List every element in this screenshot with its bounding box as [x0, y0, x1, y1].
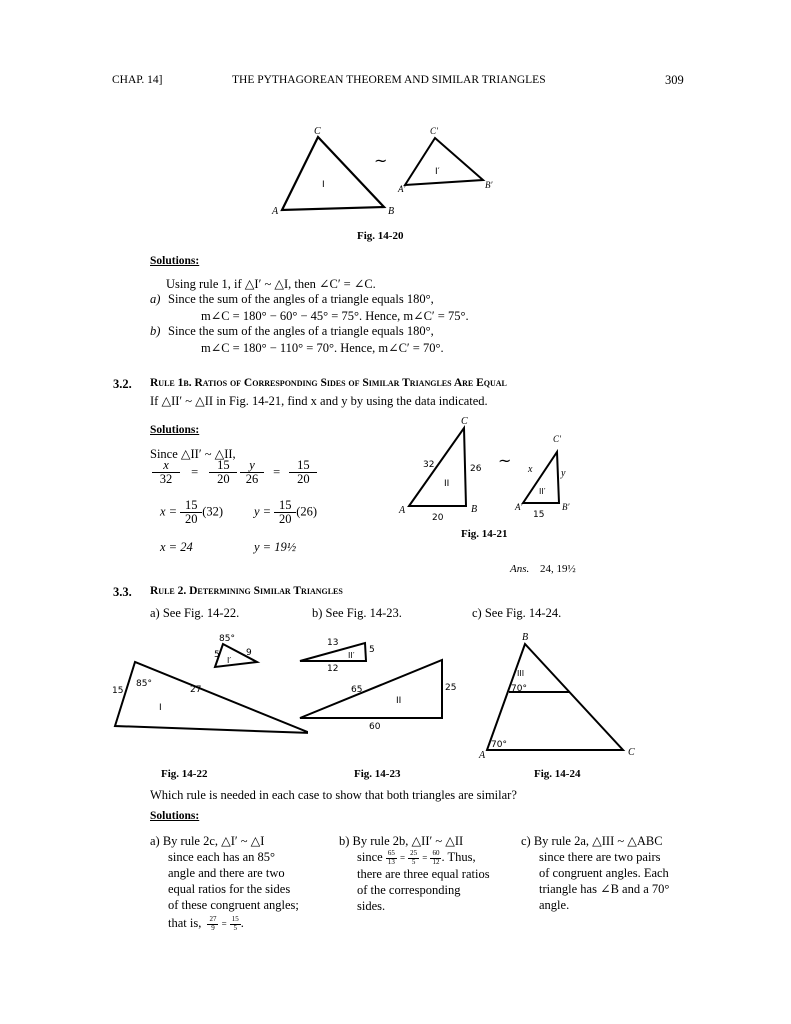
side-5: 5: [369, 645, 375, 655]
x-num: x: [152, 459, 180, 473]
part-a-line-1: Since the sum of the angles of a triangle equals 180°,: [168, 292, 434, 306]
triangle-label-II-prime: II′: [539, 487, 546, 496]
part-b-line-1: Since the sum of the angles of a triangle equals 180°,: [168, 324, 434, 338]
triangle-II: [409, 428, 466, 506]
running-title: THE PYTHAGOREAN THEOREM AND SIMILAR TRIANGLES: [232, 74, 546, 86]
triangle-I-prime: [405, 138, 483, 185]
col-b-f3-den: 12: [432, 857, 440, 866]
col-a-f2-den: 5: [233, 923, 238, 932]
caption-fig-14-20: Fig. 14-20: [357, 230, 404, 242]
proportion-y: $\frac{y}{26}$ = $\frac{15}{20}$: [240, 459, 317, 486]
caption-fig-14-21: Fig. 14-21: [461, 528, 508, 540]
triangle-label-I: I: [322, 180, 325, 190]
side-9: 9: [246, 648, 252, 658]
vertex-B: B: [388, 206, 395, 217]
col-b-f1-den: 13: [387, 857, 395, 866]
figure-14-23: [290, 630, 470, 740]
col-c-line-4: triangle has ∠B and a 70°: [539, 882, 670, 896]
vertex-A: A: [272, 206, 279, 217]
triangle-label-II: II: [396, 696, 402, 706]
col-a-line-6: that is, $\frac{27}{9}$ = $\frac{15}{5}$ .: [168, 915, 244, 932]
triangle-label-II: II: [444, 479, 450, 489]
similar-symbol: ~: [374, 151, 388, 170]
col-c-line-5: angle.: [539, 898, 570, 912]
vertex-B-prime: B′: [562, 502, 570, 512]
y-result: y = 19½: [254, 540, 297, 554]
col-b-line-3: there are three equal ratios: [357, 867, 490, 881]
part-a-label: a): [150, 292, 161, 306]
col-c-line-2: since there are two pairs: [539, 850, 661, 864]
side-12: 12: [327, 664, 339, 674]
x-frac-den: 20: [184, 512, 198, 527]
side-y: y: [561, 468, 566, 479]
problem-3-2-question: If △II′ ~ △II in Fig. 14-21, find x and y by using the data indicated.: [150, 394, 488, 408]
y-frac-num: 15: [274, 499, 296, 513]
triangle-label-I: I: [159, 703, 162, 713]
solutions-heading-2: Solutions:: [150, 424, 200, 436]
angle-85: 85°: [136, 679, 152, 689]
vertex-C-prime: C′: [553, 434, 561, 444]
vertex-C: C: [461, 416, 468, 427]
vertex-A: A: [399, 505, 406, 516]
problem-3-2-number: 3.2.: [113, 377, 132, 391]
answer-3-2: [510, 563, 576, 575]
angle-85-top: 85°: [219, 634, 235, 644]
solution-col-b: [339, 833, 490, 914]
side-27: 27: [190, 685, 202, 695]
vertex-C-prime: C′: [430, 126, 438, 136]
y-prefix: y =: [254, 504, 272, 519]
similar-symbol: ~: [498, 451, 512, 470]
side-15: 15: [533, 510, 545, 520]
x-rden: 20: [217, 472, 230, 487]
vertex-B: B: [522, 632, 529, 643]
vertex-A-prime: A′: [515, 502, 523, 512]
y-rden: 20: [297, 472, 310, 487]
col-a-that-is: that is,: [168, 916, 202, 930]
x-computation: [160, 499, 223, 526]
col-b-line-2: since $\frac{65}{13}$ = $\frac{25}{5}$ = $\frac{60}{12}$ . Thus,: [357, 849, 476, 866]
caption-fig-14-23: Fig. 14-23: [354, 768, 401, 780]
part-b-ref: b) See Fig. 14-23.: [312, 606, 402, 620]
side-65: 65: [351, 685, 363, 695]
col-b-f1-num: 65: [387, 849, 395, 858]
part-c-ref: c) See Fig. 14-24.: [472, 606, 562, 620]
col-b-line-4: of the corresponding: [357, 883, 461, 897]
page-number: 309: [665, 73, 684, 87]
figure-14-20: [260, 122, 510, 222]
side-13: 13: [327, 638, 339, 648]
x-frac-num: 15: [180, 499, 202, 513]
figure-14-24: [470, 630, 650, 760]
col-a-line-2: since each has an 85°: [168, 850, 276, 864]
x-suffix: (32): [202, 504, 224, 519]
col-b-line-1: b) By rule 2b, △II′ ~ △II: [339, 834, 464, 848]
triangle-II: [300, 660, 442, 718]
triangle-label-II-prime: II′: [348, 651, 355, 660]
y-den: 26: [245, 472, 259, 487]
y-num: y: [240, 459, 264, 473]
solutions-heading-3: Solutions:: [150, 810, 200, 822]
vertex-C: C: [314, 126, 321, 137]
side-5: 5: [214, 650, 220, 660]
y-frac-den: 20: [278, 512, 292, 527]
caption-fig-14-24: Fig. 14-24: [534, 768, 581, 780]
side-20: 20: [432, 513, 444, 523]
answer-value: 24, 19½: [540, 563, 576, 575]
col-b-thus: . Thus,: [441, 850, 476, 864]
col-c-line-3: of congruent angles. Each: [539, 866, 669, 880]
chapter-label: CHAP. 14]: [112, 74, 163, 86]
vertex-A-prime: A′: [398, 184, 406, 194]
x-rnum: 15: [209, 459, 237, 473]
problem-3-3-title: Rule 2. Determining Similar Triangles: [150, 585, 343, 597]
col-a-f1-num: 27: [209, 915, 217, 924]
triangle-label-I-prime: I′: [435, 167, 440, 177]
since-statement: Since △II′ ~ △II,: [150, 447, 236, 461]
y-rnum: 15: [289, 459, 317, 473]
x-den: 32: [159, 472, 173, 487]
vertex-B: B: [471, 504, 478, 515]
figure-14-21: [392, 412, 582, 524]
solution-col-c: [521, 833, 669, 913]
col-a-line-5: of these congruent angles;: [168, 898, 299, 912]
problem-3-3-question: Which rule is needed in each case to show that both triangles are similar?: [150, 788, 517, 802]
vertex-A: A: [479, 750, 486, 760]
problem-3-2-title: Rule 1b. Ratios of Corresponding Sides of Similar Triangles Are Equal: [150, 377, 507, 389]
triangle-ABC: [487, 644, 623, 750]
vertex-C: C: [628, 747, 635, 758]
part-a-line-2: m∠C = 180° − 60° − 45° = 75°. Hence, m∠C′ = 75°.: [201, 309, 469, 323]
angle-70: 70°: [491, 740, 507, 750]
triangle-I: [115, 662, 308, 733]
col-b-f2-num: 25: [410, 849, 418, 858]
side-x: x: [528, 464, 533, 475]
col-b-f3-num: 60: [432, 849, 440, 858]
caption-fig-14-22: Fig. 14-22: [161, 768, 208, 780]
col-a-line-4: equal ratios for the sides: [168, 882, 291, 896]
y-computation: [254, 499, 317, 526]
solution-intro: Using rule 1, if △I′ ~ △I, then ∠C′ = ∠C.: [166, 277, 376, 291]
col-a-line-3: angle and there are two: [168, 866, 285, 880]
angle-70-top: 70°: [511, 684, 527, 694]
x-prefix: x =: [160, 504, 178, 519]
col-b-since: since: [357, 850, 383, 864]
solution-col-a: [150, 833, 299, 932]
solutions-heading-1: Solutions:: [150, 255, 200, 267]
side-25: 25: [445, 683, 457, 693]
col-a-f1-den: 9: [211, 923, 215, 932]
col-b-line-5: sides.: [357, 899, 386, 913]
side-26: 26: [470, 464, 482, 474]
x-result: x = 24: [160, 540, 193, 554]
col-b-f2-den: 5: [411, 857, 416, 866]
side-60: 60: [369, 722, 381, 732]
triangle-label-I-prime: I′: [227, 656, 232, 665]
side-15: 15: [112, 686, 124, 696]
col-a-f2-num: 15: [231, 915, 239, 924]
vertex-B-prime: B′: [485, 180, 493, 190]
figure-14-22: [108, 628, 308, 750]
side-32: 32: [423, 460, 435, 470]
proportion-x: $\frac{x}{32}$ = $\frac{15}{20}$: [152, 459, 237, 486]
problem-3-3-number: 3.3.: [113, 585, 132, 599]
col-c-line-1: c) By rule 2a, △III ~ △ABC: [521, 834, 663, 848]
part-a-ref: a) See Fig. 14-22.: [150, 606, 240, 620]
answer-label: Ans.: [510, 563, 530, 575]
part-b-line-2: m∠C = 180° − 110° = 70°. Hence, m∠C′ = 70°.: [201, 341, 444, 355]
triangle-label-III: III: [517, 669, 525, 678]
triangle-I: [282, 137, 384, 210]
col-a-line-1: a) By rule 2c, △I′ ~ △I: [150, 834, 265, 848]
part-b-label: b): [150, 324, 161, 338]
y-suffix: (26): [296, 504, 318, 519]
